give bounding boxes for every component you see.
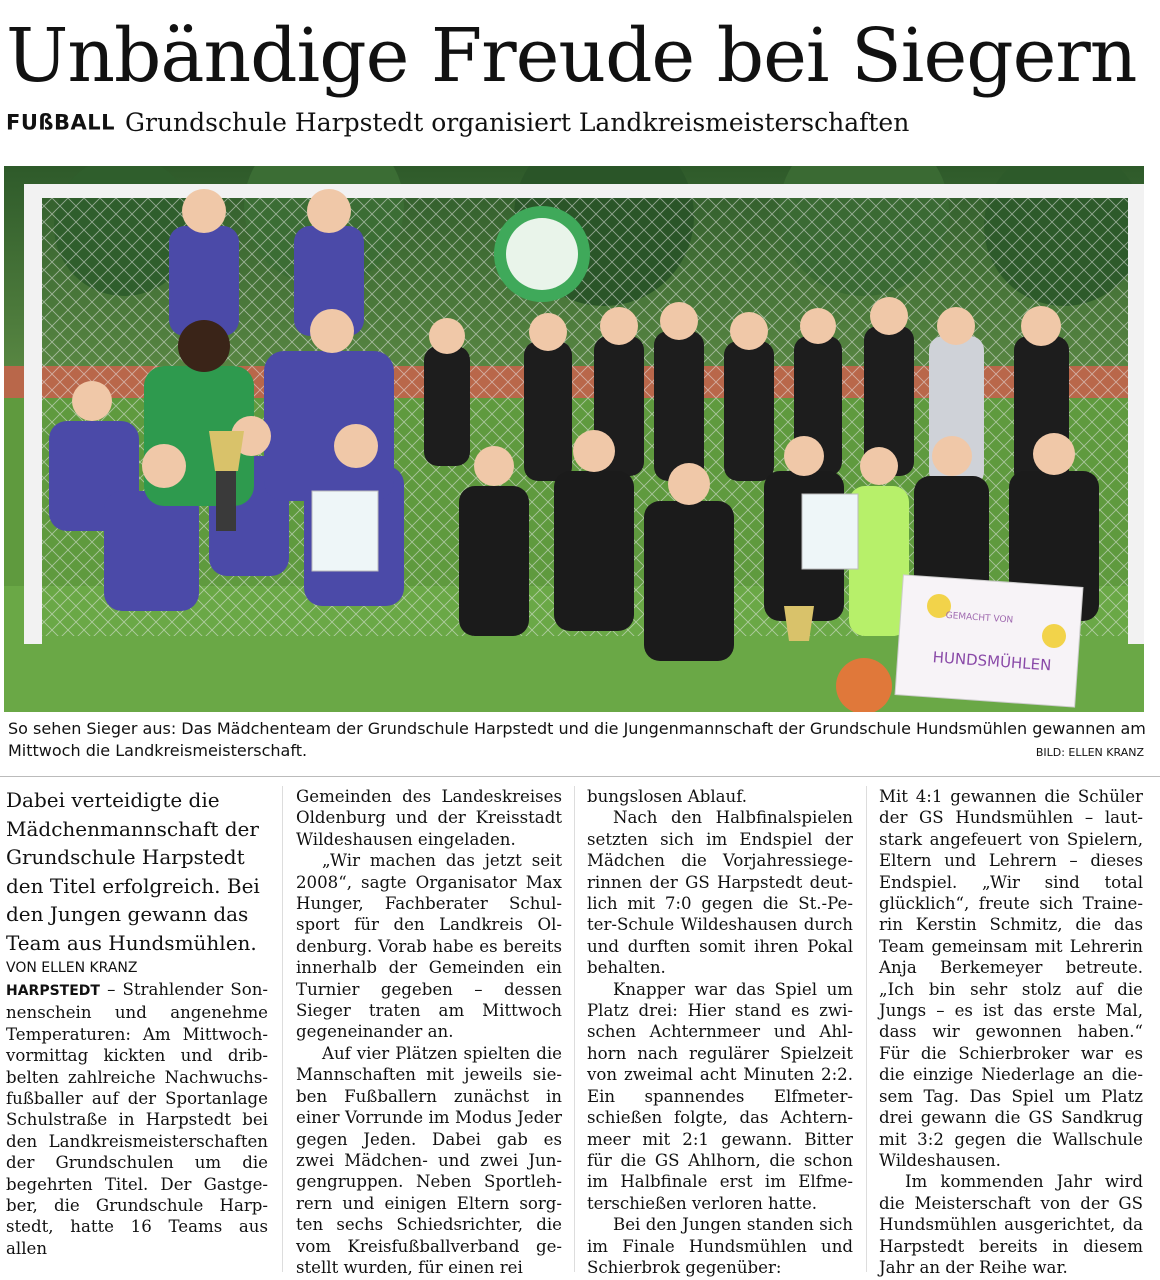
- body-paragraph: Nach den Halbfinalspielen setzten sich im Endspiel der Mädchen die Vorjahressiegerinnen der GS Harpstedt deutlich mit 7:0 gegen die St.-Peter-Schule Wildeshausen durch und durften somit ihren Pokal behalten.: [587, 808, 853, 978]
- body-paragraph: HARPSTEDT – Strahlender Sonnenschein und angenehme Temperaturen: Am Mittwochvormittag kickten und dribbelten zahlreiche Nachwuchsfußballer auf der Sportanlage Schulstraße in Harpstedt bei den Landkreismeisterschaften der Grundschulen um die begehrten Titel. Der Gastgeber, die Grundschule Harpstedt, hatte 16 Teams aus allen: [6, 979, 268, 1258]
- photo-caption: So sehen Sieger aus: Das Mädchenteam der Grundschule Harpstedt und die Jungenmannschaft der Grundschule Hundsmühlen gewannen am Mittwoch die Landkreismeisterschaft.: [8, 719, 1146, 760]
- column-divider: [282, 786, 283, 1272]
- team-photo: [4, 166, 1144, 712]
- body-paragraph: Bei den Jungen standen sich im Finale Hundsmühlen und Schierbrok gegenüber:: [587, 1215, 853, 1277]
- author-byline: VON ELLEN KRANZ: [6, 959, 138, 976]
- photo-credit: BILD: ELLEN KRANZ: [1035, 746, 1144, 759]
- article-column-2: [296, 786, 562, 1278]
- caption-divider: [0, 776, 1160, 777]
- body-paragraph: „Wir machen das jetzt seit 2008“, sagte Organisator Max Hunger, Fachberater Schulsport für den Landkreis Oldenburg. Vorab habe es bereits innerhalb der Gemeinden ein Turnier gegeben – dessen Sieger traten am Mittwoch gegeneinander an.: [296, 851, 562, 1042]
- intro-text: Dabei verteidigte die Mädchenmannschaft der Grundschule Harpstedt den Titel erfolgreich. Bei den Jungen gewann das Team aus Hundsmühlen.: [6, 788, 260, 955]
- banner-top-text: GEMACHT VON: [945, 610, 1014, 626]
- body-paragraph: bungslosen Ablauf.: [587, 787, 748, 806]
- column-divider: [866, 786, 867, 1272]
- article-column-1: [6, 786, 268, 1259]
- body-paragraph: Knapper war das Spiel um Platz drei: Hier stand es zwischen Achternmeer und Ahlhorn nach regulärer Spielzeit von zweimal acht Minuten 2:2. Ein spannendes Elfmeterschießen folgte, das Achternmeer mit 2:1 gewann. Bitter für die GS Ahlhorn, die schon im Halbfinale erst im Elfmeterschießen verloren hatte.: [587, 979, 853, 1213]
- body-paragraph: Im kommenden Jahr wird die Meisterschaft von der GS Hundsmühlen ausgerichtet, da Harpstedt bereits in diesem Jahr an der Reihe war.: [879, 1172, 1143, 1277]
- headline: Unbändige Freude bei Siegern: [6, 13, 1137, 99]
- body-paragraph: Gemeinden des Landeskreises Oldenburg und der Kreisstadt Wildeshausen eingeladen.: [296, 787, 562, 849]
- section-kicker: FUßBALL: [6, 110, 116, 135]
- dateline: HARPSTEDT: [6, 982, 100, 999]
- body-paragraph: Mit 4:1 gewannen die Schüler der GS Hundsmühlen – lautstark angefeuert von Spielern, Eltern und Lehrern – dieses Endspiel. „Wir sind total glücklich“, freute sich Trainerin Kerstin Schmitz, die das Team gemeinsam mit Lehrerin Anja Berkemeyer betreute. „Ich bin sehr stolz auf die Jungs – es ist das erste Mal, dass wir gewonnen haben.“ Für die Schierbroker war es die einzige Niederlage an diesem Tag. Das Spiel um Platz drei gewann die GS Sandkrug mit 3:2 gegen die Wallschule Wildeshausen.: [879, 787, 1143, 1170]
- subheadline: [6, 108, 1156, 137]
- article-column-4: [879, 786, 1143, 1278]
- column-divider: [574, 786, 575, 1272]
- article-column-3: [587, 786, 853, 1278]
- subtitle: Grundschule Harpstedt organisiert Landkreismeisterschaften: [125, 108, 910, 137]
- body-paragraph: Auf vier Plätzen spielten die Mannschaften mit jeweils sieben Fußballern zunächst in einer Vorrunde im Modus Jeder gegen Jeden. Dabei gab es zwei Mädchen- und zwei Jungengruppen. Neben Sportlehrern und einigen Eltern sorgten sechs Schiedsrichter, die vom Kreisfußballverband gestellt wurden, für einen rei: [296, 1043, 562, 1277]
- banner-text: HUNDSMÜHLEN: [932, 648, 1052, 675]
